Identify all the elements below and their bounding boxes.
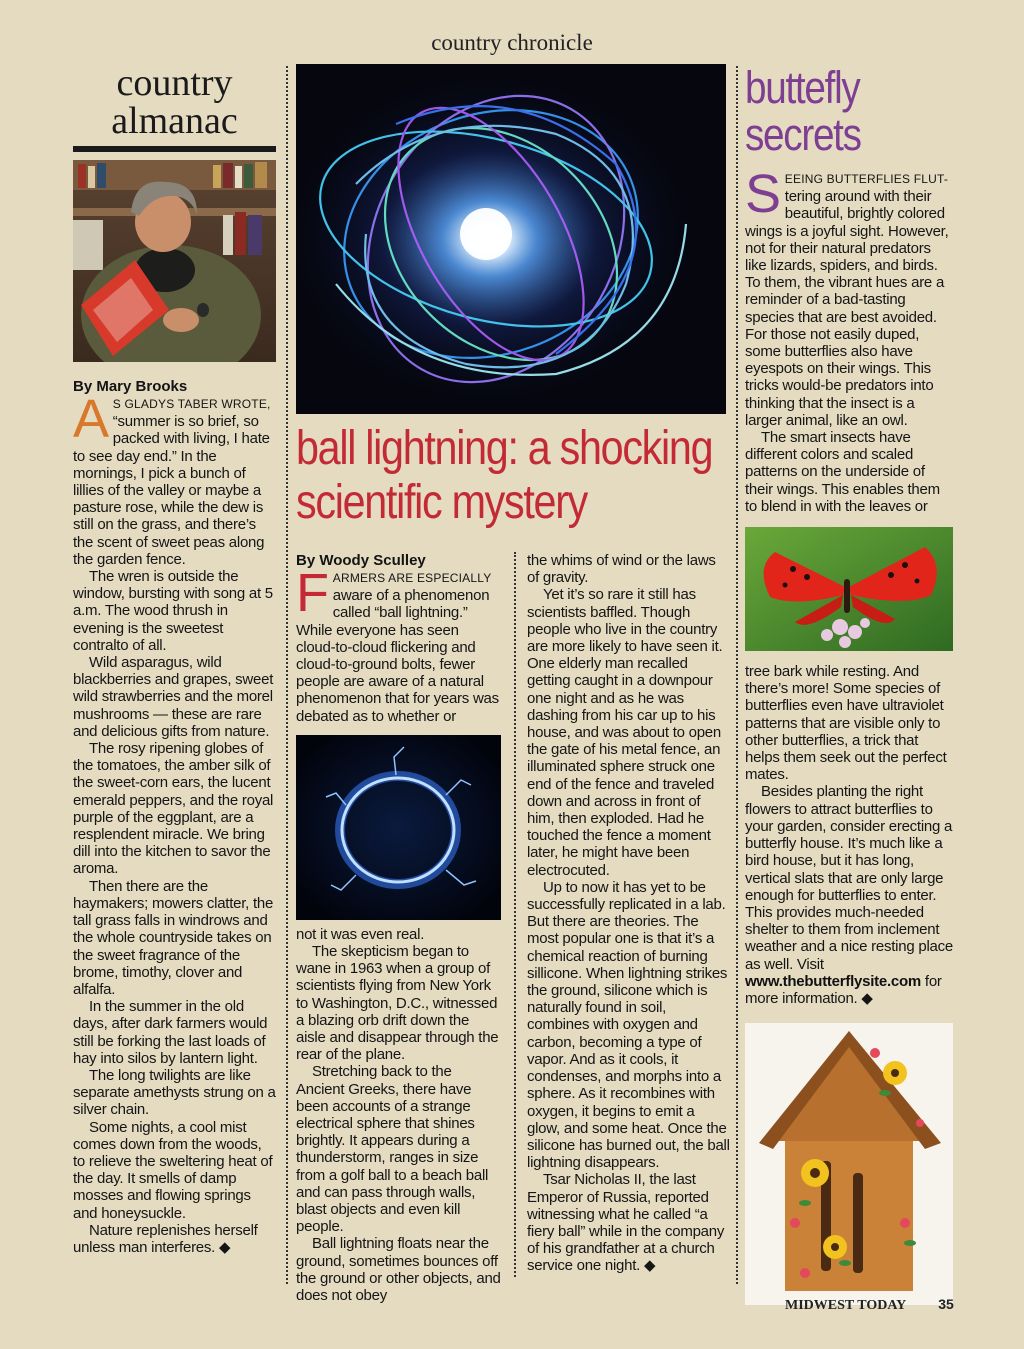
red-butterfly-photo — [745, 527, 953, 651]
lightning-byline: By Woody Sculley — [296, 552, 426, 569]
butterfly-text-a — [745, 164, 955, 515]
almanac-title-line2: almanac — [111, 100, 238, 142]
lightning-paragraph: not it was even real. — [296, 925, 425, 943]
ball-lightning-photo — [296, 64, 726, 414]
butterfly-paragraph: tree bark while resting. And there’s more! Some species of butterflies even have ultraviolet patterns that are visible only to other butterflies, a trick that helps them seek out the perfect mates. — [745, 663, 947, 784]
article-subcolumn-b — [527, 552, 730, 1275]
magazine-name: MIDWEST TODAY — [785, 1298, 907, 1313]
butterfly-paragraph — [745, 164, 955, 429]
page-footer — [785, 1296, 954, 1314]
butterfly-title-line1: buttefly — [745, 62, 860, 113]
butterfly-paragraph: The smart insects have different colors and scaled patterns on the underside of their wings. This enables them to blend in with the leaves or — [745, 429, 940, 515]
almanac-title-line1: country — [116, 62, 233, 104]
paragraph-text: Besides planting the right flowers to attract butterflies to your garden, consider erecting a butterfly house. It’s much like a bird house, but it has long, vertical slats that are only large enough for butterflies to enter. This provides much-needed shelter to them from inclement weather and a nice resting place as well. Visit — [745, 783, 953, 973]
ball-lightning-body — [296, 552, 730, 1305]
butterfly-title — [745, 64, 951, 158]
ball-lightning-headline: ball lightning: a shocking scientific mystery — [296, 422, 713, 529]
butterfly-column — [745, 64, 955, 1305]
almanac-paragraph: The wren is outside the window, bursting with song at 5 a.m. The wood thrush in evening is the sweetest contralto of all. — [73, 568, 273, 654]
almanac-paragraph: Wild asparagus, wild blackberries and grapes, sweet wild strawberries and the morel mushrooms — these are rare and delicious gifts from nature. — [73, 654, 274, 740]
lightning-paragraph: the whims of wind or the laws of gravity. — [527, 552, 716, 587]
butterfly-paragraph — [745, 783, 955, 1007]
almanac-paragraph — [73, 389, 276, 568]
paragraph-text: “summer is so brief, so packed with living, I hate to see day end.” In the mornings, I pick a bunch of lillies of the valley or maybe a pasture rose, while the dew is still on the grass, and there’s the scent of sweet peas along the garden fence. — [73, 413, 270, 568]
drop-cap: A — [73, 389, 109, 449]
ball-lightning-article — [296, 64, 730, 1305]
lead-caps: ARMERS ARE ESPECIALLY — [332, 571, 492, 585]
column-rule-middle — [514, 552, 516, 1277]
almanac-byline: By Mary Brooks — [73, 378, 188, 395]
lead-caps: S GLADYS TABER WROTE, — [112, 397, 271, 411]
almanac-paragraph: The rosy ripening globes of the tomatoes, the amber silk of the sweet-corn ears, the lucent emerald peppers, and the royal purple of the eggplant, are a resplendent miracle. We bring dill into the kitchen to savor the aroma. — [73, 740, 274, 878]
lightning-paragraph: Up to now it has yet to be successfully replicated in a lab. But there are theories. The most popular one is that it’s a chemical reaction of burning sillicone. When lightning strikes the ground, silicone which is naturally found in soil, combines with oxygen and carbon, becoming a type of vapor. And as it cools, it condenses, and morphs into a sphere. As it recombines with oxygen, it begins to emit a glow, and some heat. Once the silicone has burned out, the ball lightning disappears. — [527, 878, 730, 1172]
lightning-paragraph: The skepticism began to wane in 1963 when a group of scientists flying from New York to Washington, D.C., witnessed a blazing orb drift down the aisle and disappear through the rear of the plane. — [296, 943, 499, 1064]
lightning-paragraph: Stretching back to the Ancient Greeks, there have been accounts of a strange electrical sphere that shines brightly. It appears during a thunderstorm, ranges in size from a golf ball to a beach ball and can pass through walls, blast objects and even kill people. — [296, 1063, 489, 1236]
almanac-paragraph: Then there are the haymakers; mowers clatter, the tall grass falls in windrows and the whole countryside takes on the sweet fragrance of the brome, timothy, clover and alfalfa. — [73, 877, 274, 998]
page-number: 35 — [938, 1296, 954, 1312]
lightning-paragraph: Yet it’s so rare it still has scientists baffled. Though people who live in the country are more likely to have seen it. One elderly man recalled getting caught in a downpour one night and as he was dashing from his car up to his house, and was about to open the gate of his metal fence, an illuminated sphere struck one end of the fence and traveled down and across in front of him, then exploded. Had he touched the fence a moment later, he might have been electrocuted. — [527, 586, 723, 879]
article-subcolumn-a — [296, 552, 501, 1304]
lightning-text-a2 — [296, 926, 501, 1304]
drop-cap: F — [296, 563, 329, 623]
almanac-column — [73, 64, 276, 1256]
almanac-paragraph: The long twilights are like separate amethysts strung on a silver chain. — [73, 1066, 276, 1119]
lightning-paragraph — [296, 563, 501, 725]
drop-cap: S — [745, 164, 781, 224]
almanac-body — [73, 389, 276, 1256]
lightning-paragraph: Ball lightning floats near the ground, sometimes bounces off the ground or other objects, and does not obey — [296, 1235, 501, 1305]
lightning-paragraph: Tsar Nicholas II, the last Emperor of Russia, reported witnessing what he called “a fiery ball” while in the company of his grandfather at a church service one night. ◆ — [527, 1171, 725, 1275]
lightning-ring-photo — [296, 735, 501, 920]
lightning-text-b — [527, 552, 730, 1275]
almanac-paragraph: Some nights, a cool mist comes down from the woods, to relieve the sweltering heat of the day. It smells of damp mosses and flowing springs and honeysuckle. — [73, 1118, 273, 1222]
paragraph-text: tering around with their beautiful, brightly colored wings is a joyful sight. However, not for their natural predators like lizards, spiders, and birds. To them, the vibrant hues are a reminder of a bad-tasting species that are best avoided. For those not easily duped, some butterflies also have eyespots on their wings. This tricks would-be predators into thinking that the insect is a larger animal, like an owl. — [745, 188, 949, 429]
butterfly-house-photo — [745, 1023, 953, 1305]
butterfly-text-b — [745, 663, 955, 1007]
almanac-title — [73, 64, 276, 152]
column-rule-right — [736, 66, 738, 1284]
woman-reading-photo — [73, 160, 276, 362]
butterfly-title-line2: secrets — [745, 109, 861, 160]
paragraph-text: aware of a phenomenon called “ball lightning.” While everyone has seen cloud-to-cloud flickering and cloud-to-ground bolts, fewer people are aware of a natural phenomenon that for years was debated as to whether or — [296, 587, 499, 725]
butterfly-site-link[interactable]: www.thebutterflysite.com — [745, 972, 921, 990]
lead-caps: EEING BUTTERFLIES FLUT- — [784, 172, 949, 186]
paragraph-text: for more information. ◆ — [745, 972, 942, 1007]
almanac-paragraph: Nature replenishes herself unless man interferes. ◆ — [73, 1221, 258, 1256]
column-rule-left — [286, 66, 288, 1284]
almanac-paragraph: In the summer in the old days, after dark farmers would still be forking the last loads of hay into silos by lantern light. — [73, 998, 268, 1067]
running-head: country chronicle — [431, 30, 593, 55]
lightning-text-a — [296, 563, 501, 725]
